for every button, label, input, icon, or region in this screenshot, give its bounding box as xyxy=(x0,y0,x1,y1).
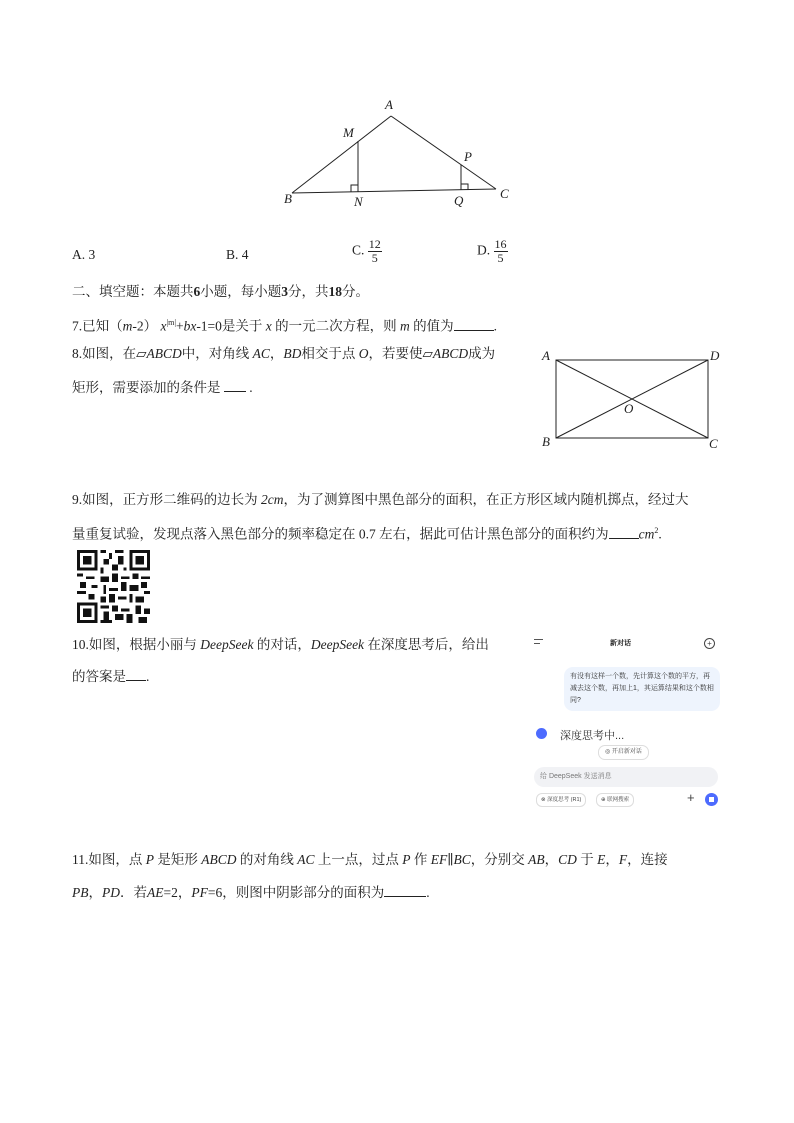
label-C: C xyxy=(709,436,718,451)
deepseek-chat-screenshot xyxy=(530,633,722,813)
message-input[interactable]: 给 DeepSeek 发送消息 xyxy=(534,767,718,787)
qr-code-image xyxy=(77,550,150,623)
label-D: D xyxy=(710,348,720,363)
fraction: $\frac{16}{5}$ xyxy=(494,237,507,265)
question-7: 7.已知（m-2） $x^{|m|}+bx-1=0$是关于 x 的一元二次方程，则 m 的值为 . xyxy=(72,313,497,337)
option-d: D. $\frac{16}{5}$ xyxy=(477,237,507,265)
attach-plus-icon[interactable]: + xyxy=(687,790,695,805)
answer-blank[interactable] xyxy=(224,377,246,392)
question-10-line1: 10.如图，根据小丽与 DeepSeek 的对话，DeepSeek 在深度思考后，给出 xyxy=(72,637,489,652)
atom-icon: ⊗ xyxy=(541,797,546,803)
label-N: N xyxy=(354,194,363,209)
question-8-line2: 矩形，需要添加的条件是 . xyxy=(72,377,253,398)
rectangle-figure xyxy=(538,344,728,456)
chat-title: 新对话 xyxy=(610,640,631,647)
label-A: A xyxy=(385,97,393,112)
new-chat-chip[interactable]: ◎ 开启新对话 xyxy=(598,745,649,760)
answer-blank[interactable] xyxy=(454,316,494,331)
label-Q: Q xyxy=(454,193,464,208)
label-A: A xyxy=(542,348,550,363)
label-C: C xyxy=(500,186,509,201)
section-heading: 二、填空题：本题共6小题，每小题3分，共18分。 xyxy=(72,284,369,299)
question-9-line1: 9.如图，正方形二维码的边长为 2cm，为了测算图中黑色部分的面积，在正方形区域内随机掷点，经过大 xyxy=(72,492,689,507)
fraction: $\frac{12}{5}$ xyxy=(368,237,381,265)
label-B: B xyxy=(542,434,550,449)
label-B: B xyxy=(284,191,292,206)
label-O: O xyxy=(624,401,634,416)
web-search-button[interactable]: ⊕ 联网搜索 xyxy=(596,793,634,807)
answer-blank[interactable] xyxy=(126,666,146,681)
triangle-figure xyxy=(270,90,530,210)
answer-blank[interactable] xyxy=(384,882,426,897)
deepseek-whale-icon xyxy=(536,728,547,739)
send-button[interactable] xyxy=(705,793,718,806)
option-c: C. $\frac{12}{5}$ xyxy=(352,237,381,265)
stop-icon xyxy=(709,797,714,802)
question-11-line1: 11.如图，点 P 是矩形 ABCD 的对角线 AC 上一点，过点 P 作 EF∥BC，分别交 AB，CD 于 E，F，连接 xyxy=(72,852,668,867)
question-8-line1: 8.如图，在▱ABCD中，对角线 AC，BD相交于点 O，若要使▱ABCD成为 xyxy=(72,346,496,361)
chat-icon: ◎ xyxy=(605,749,611,755)
label-M: M xyxy=(343,125,354,140)
menu-icon[interactable] xyxy=(534,639,543,644)
new-chat-icon[interactable]: + xyxy=(704,638,715,649)
user-message-bubble: 有没有这样一个数，先计算这个数的平方，再减去这个数，再加上1，其运算结果和这个数相同? xyxy=(564,667,720,711)
option-b: B. 4 xyxy=(226,247,249,262)
label-P: P xyxy=(464,149,472,164)
globe-icon: ⊕ xyxy=(601,797,606,803)
deep-think-button[interactable]: ⊗ 深度思考 (R1) xyxy=(536,793,586,807)
thinking-status: 深度思考中... xyxy=(560,730,625,742)
answer-blank[interactable] xyxy=(609,524,639,539)
question-9-line2: 量重复试验，发现点落入黑色部分的频率稳定在 0.7 左右，据此可估计黑色部分的面积约为 $cm^2$. xyxy=(72,521,662,545)
question-10-line2: 的答案是 . xyxy=(72,666,149,687)
option-a: A. 3 xyxy=(72,247,96,262)
question-11-line2: PB，PD．若AE=2，PF=6，则图中阴影部分的面积为 . xyxy=(72,882,430,903)
